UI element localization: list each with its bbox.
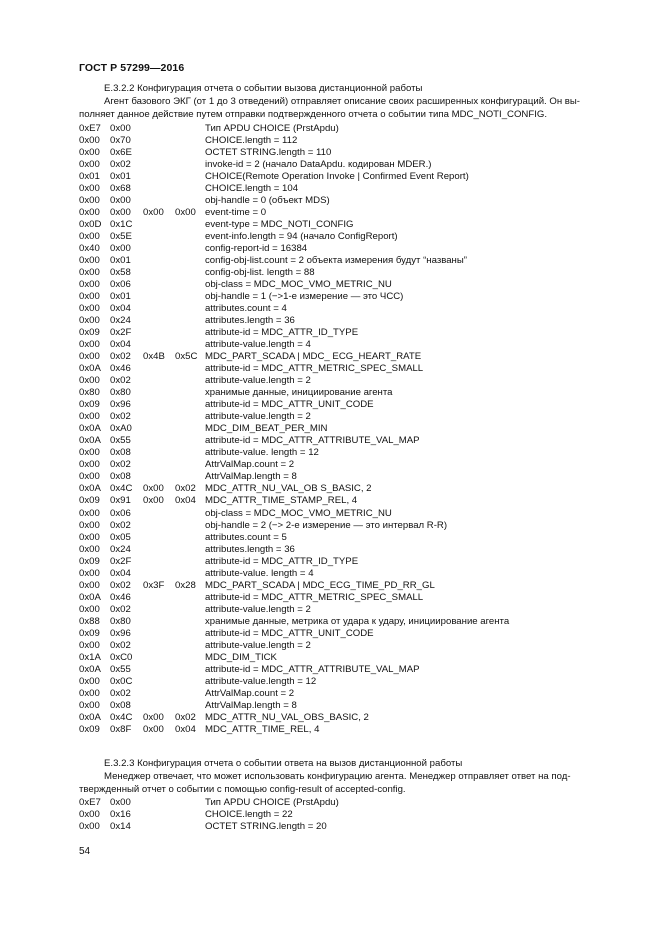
listing-row — [79, 231, 599, 243]
section-paragraph-e3-2-3 — [79, 771, 589, 796]
byte-2: 0x05 — [110, 531, 131, 543]
byte-1: 0x00 — [79, 303, 100, 315]
byte-2: 0x01 — [110, 171, 131, 183]
listing-row — [79, 712, 599, 724]
byte-1: 0x00 — [79, 531, 100, 543]
listing-row — [79, 279, 599, 291]
byte-4: 0x02 — [175, 483, 196, 495]
field-description: attribute-id = MDC_ATTR_UNIT_CODE — [205, 399, 374, 411]
listing-row — [79, 207, 599, 219]
byte-1: 0x00 — [79, 543, 100, 555]
listing-row — [79, 387, 599, 399]
field-description: MDC_PART_SCADA | MDC_ECG_TIME_PD_RR_GL — [205, 579, 435, 591]
byte-3: 0x3F — [143, 579, 165, 591]
field-description: MDC_ATTR_NU_VAL_OB S_BASIC, 2 — [205, 483, 372, 495]
byte-4: 0x02 — [175, 711, 196, 723]
byte-1: 0x00 — [79, 639, 100, 651]
listing-row — [79, 399, 599, 411]
field-description: attribute-value.length = 12 — [205, 675, 317, 687]
byte-3: 0x00 — [143, 723, 164, 735]
byte-1: 0x0A — [79, 663, 101, 675]
byte-2: 0x08 — [110, 699, 131, 711]
byte-4: 0x28 — [175, 579, 196, 591]
listing-row — [79, 532, 599, 544]
field-description: CHOICE.length = 104 — [205, 183, 299, 195]
section-paragraph-e3-2-2 — [79, 96, 589, 121]
field-description: CHOICE.length = 22 — [205, 809, 293, 821]
byte-2: 0x00 — [110, 797, 131, 808]
byte-1: 0xE7 — [79, 797, 101, 808]
byte-3: 0x00 — [143, 207, 164, 219]
byte-2: 0x02 — [110, 411, 131, 423]
byte-2: 0x4C — [110, 711, 133, 723]
listing-row — [79, 243, 599, 255]
field-description: attribute-id = MDC_ATTR_METRIC_SPEC_SMALL — [205, 363, 424, 375]
listing-row — [79, 195, 599, 207]
byte-1: 0x0D — [79, 219, 102, 231]
listing-row — [79, 676, 599, 688]
paragraph-line: твержденный отчет о событии с помощью config-result of accepted-config. — [79, 783, 406, 795]
field-description: invoke-id = 2 (начало DataApdu. кодирован MDER.) — [205, 159, 432, 171]
paragraph-line: полняет данное действие путем отправки подтвержденного отчета о событии типа MDC_NOTI_CONFIG. — [79, 108, 548, 120]
byte-2: 0x2F — [110, 327, 132, 339]
listing-row — [79, 171, 599, 183]
field-description: obj-class = MDC_MOC_VMO_METRIC_NU — [205, 507, 392, 519]
byte-2: 0x02 — [110, 159, 131, 171]
byte-1: 0x00 — [79, 471, 100, 483]
byte-2: 0x02 — [110, 579, 131, 591]
byte-3: 0x00 — [143, 495, 164, 507]
listing-row — [79, 375, 599, 387]
section-title-e3-2-2: Е.3.2.2 Конфигурация отчета о событии вызова дистанционной работы — [104, 83, 423, 94]
field-description: MDC_PART_SCADA | MDC_ ECG_HEART_RATE — [205, 351, 422, 363]
byte-1: 0x09 — [79, 327, 100, 339]
byte-1: 0x00 — [79, 159, 100, 171]
listing-row — [79, 483, 599, 495]
byte-1: 0x00 — [79, 687, 100, 699]
byte-2: 0x06 — [110, 279, 131, 291]
byte-1: 0x00 — [79, 447, 100, 459]
listing-row — [79, 821, 599, 833]
byte-3: 0x4B — [143, 351, 165, 363]
field-description: config-obj-list. length = 88 — [205, 267, 315, 279]
field-description: attribute-value.length = 2 — [205, 411, 311, 423]
byte-1: 0x00 — [79, 147, 100, 159]
listing-row — [79, 363, 599, 375]
field-description: AttrValMap.length = 8 — [205, 699, 297, 711]
field-description: attribute-value.length = 2 — [205, 375, 311, 387]
byte-1: 0x0A — [79, 423, 101, 435]
listing-row — [79, 616, 599, 628]
byte-2: 0x02 — [110, 639, 131, 651]
byte-1: 0x00 — [79, 315, 100, 327]
byte-1: 0x00 — [79, 267, 100, 279]
field-description: MDC_ATTR_NU_VAL_OBS_BASIC, 2 — [205, 711, 369, 723]
field-description: attribute-id = MDC_ATTR_ATTRIBUTE_VAL_MAP — [205, 663, 420, 675]
byte-1: 0x00 — [79, 579, 100, 591]
listing-row — [79, 797, 599, 809]
byte-1: 0x00 — [79, 675, 100, 687]
field-description: AttrValMap.length = 8 — [205, 471, 297, 483]
byte-2: 0x04 — [110, 303, 131, 315]
byte-2: 0x6E — [110, 147, 132, 159]
field-description: obj-class = MDC_MOC_VMO_METRIC_NU — [205, 279, 392, 291]
document-header: ГОСТ Р 57299—2016 — [79, 62, 185, 74]
byte-2: 0x46 — [110, 363, 131, 375]
field-description: obj-handle = 1 (−>1-е измерение — это ЧСС) — [205, 291, 404, 303]
byte-1: 0x01 — [79, 171, 100, 183]
byte-1: 0x00 — [79, 351, 100, 363]
byte-2: 0x5E — [110, 231, 132, 243]
byte-2: 0x01 — [110, 255, 131, 267]
field-description: attribute-value. length = 12 — [205, 447, 319, 459]
byte-1: 0x00 — [79, 135, 100, 147]
byte-1: 0x09 — [79, 555, 100, 567]
byte-2: 0x06 — [110, 507, 131, 519]
listing-row — [79, 495, 599, 507]
listing-row — [79, 809, 599, 821]
field-description: OCTET STRING.length = 110 — [205, 147, 332, 159]
listing-row — [79, 580, 599, 592]
byte-1: 0x00 — [79, 291, 100, 303]
listing-row — [79, 135, 599, 147]
byte-1: 0x00 — [79, 519, 100, 531]
listing-row — [79, 664, 599, 676]
field-description: attribute-id = MDC_ATTR_ID_TYPE — [205, 327, 359, 339]
byte-2: 0x68 — [110, 183, 131, 195]
field-description: config-obj-list.count = 2 объекта измерения будут “названы” — [205, 255, 467, 267]
byte-2: 0x02 — [110, 351, 131, 363]
paragraph-line: Агент базового ЭКГ (от 1 до 3 отведений) отправляет описание своих расширенных конфигураций. Он вы- — [104, 96, 580, 107]
byte-1: 0x00 — [79, 411, 100, 423]
byte-2: 0x70 — [110, 135, 131, 147]
byte-3: 0x00 — [143, 483, 164, 495]
byte-1: 0x09 — [79, 399, 100, 411]
byte-2: 0x00 — [110, 195, 131, 207]
field-description: хранимые данные, метрика от удара к удару, инициирование агента — [205, 615, 510, 627]
listing-row — [79, 351, 599, 363]
byte-2: 0x4C — [110, 483, 133, 495]
listing-row — [79, 423, 599, 435]
field-description: MDC_DIM_TICK — [205, 651, 277, 663]
byte-2: 0x01 — [110, 291, 131, 303]
byte-1: 0x00 — [79, 183, 100, 195]
listing-row — [79, 688, 599, 700]
byte-1: 0x00 — [79, 255, 100, 267]
byte-1: 0x00 — [79, 339, 100, 351]
listing-row — [79, 628, 599, 640]
byte-1: 0x00 — [79, 231, 100, 243]
listing-row — [79, 471, 599, 483]
field-description: OCTET STRING.length = 20 — [205, 821, 327, 833]
byte-4: 0x04 — [175, 723, 196, 735]
apdu-byte-listing-e3-2-2 — [79, 123, 599, 736]
page-number: 54 — [79, 846, 91, 857]
listing-row — [79, 291, 599, 303]
byte-2: 0x58 — [110, 267, 131, 279]
listing-row — [79, 724, 599, 736]
listing-row — [79, 147, 599, 159]
byte-2: 0x0C — [110, 675, 133, 687]
field-description: CHOICE(Remote Operation Invoke | Confirmed Event Report) — [205, 171, 469, 183]
byte-1: 0x0A — [79, 711, 101, 723]
byte-1: 0x09 — [79, 723, 100, 735]
field-description: attribute-value.length = 2 — [205, 603, 311, 615]
byte-2: 0x55 — [110, 435, 131, 447]
byte-1: 0x00 — [79, 603, 100, 615]
byte-2: 0x00 — [110, 243, 131, 255]
listing-row — [79, 315, 599, 327]
byte-1: 0x0A — [79, 483, 101, 495]
field-description: attribute-value.length = 4 — [205, 339, 311, 351]
byte-2: 0x00 — [110, 123, 131, 134]
listing-row — [79, 508, 599, 520]
byte-2: 0x55 — [110, 663, 131, 675]
field-description: CHOICE.length = 112 — [205, 135, 298, 147]
byte-2: 0x02 — [110, 603, 131, 615]
byte-1: 0x0A — [79, 363, 101, 375]
byte-2: 0x08 — [110, 447, 131, 459]
byte-2: 0x04 — [110, 567, 131, 579]
listing-row — [79, 556, 599, 568]
byte-2: 0x91 — [110, 495, 131, 507]
listing-row — [79, 568, 599, 580]
byte-2: 0x02 — [110, 687, 131, 699]
byte-1: 0x09 — [79, 627, 100, 639]
listing-row — [79, 183, 599, 195]
byte-2: 0xC0 — [110, 651, 133, 663]
byte-2: 0x96 — [110, 399, 131, 411]
field-description: attribute-value. length = 4 — [205, 567, 314, 579]
byte-2: 0x80 — [110, 387, 131, 399]
byte-2: 0x24 — [110, 543, 131, 555]
listing-row — [79, 303, 599, 315]
apdu-byte-listing-e3-2-3 — [79, 797, 599, 833]
byte-2: 0x1C — [110, 219, 133, 231]
field-description: obj-handle = 0 (объект MDS) — [205, 195, 330, 207]
byte-2: 0x24 — [110, 315, 131, 327]
byte-1: 0x88 — [79, 615, 100, 627]
byte-1: 0x09 — [79, 495, 100, 507]
paragraph-line: Менеджер отвечает, что может использовать конфигурацию агента. Менеджер отправляет ответ на под- — [104, 771, 571, 782]
byte-2: 0x02 — [110, 519, 131, 531]
byte-2: 0x2F — [110, 555, 132, 567]
byte-2: 0x00 — [110, 207, 131, 219]
listing-row — [79, 267, 599, 279]
field-description: attributes.length = 36 — [205, 543, 295, 555]
listing-row — [79, 592, 599, 604]
byte-1: 0xE7 — [79, 123, 101, 134]
field-description: attribute-value.length = 2 — [205, 639, 311, 651]
listing-row — [79, 604, 599, 616]
byte-1: 0x80 — [79, 387, 100, 399]
byte-1: 0x00 — [79, 821, 100, 833]
byte-1: 0x00 — [79, 375, 100, 387]
byte-2: 0x16 — [110, 809, 131, 821]
listing-row — [79, 219, 599, 231]
byte-2: 0x08 — [110, 471, 131, 483]
listing-row — [79, 159, 599, 171]
byte-1: 0x00 — [79, 195, 100, 207]
field-description: Тип APDU CHOICE (PrstApdu) — [205, 123, 339, 134]
listing-row — [79, 411, 599, 423]
byte-2: 0x04 — [110, 339, 131, 351]
field-description: MDC_ATTR_TIME_STAMP_REL, 4 — [205, 495, 358, 507]
byte-2: 0x02 — [110, 375, 131, 387]
field-description: attribute-id = MDC_ATTR_ATTRIBUTE_VAL_MAP — [205, 435, 420, 447]
field-description: attributes.length = 36 — [205, 315, 295, 327]
byte-2: 0x80 — [110, 615, 131, 627]
byte-4: 0x5C — [175, 351, 198, 363]
listing-row — [79, 447, 599, 459]
byte-1: 0x00 — [79, 507, 100, 519]
field-description: хранимые данные, инициирование агента — [205, 387, 393, 399]
byte-3: 0x00 — [143, 711, 164, 723]
field-description: event-info.length = 94 (начало ConfigReport) — [205, 231, 398, 243]
listing-row — [79, 700, 599, 712]
byte-2: 0x02 — [110, 459, 131, 471]
field-description: MDC_ATTR_TIME_REL, 4 — [205, 723, 320, 735]
field-description: event-type = MDC_NOTI_CONFIG — [205, 219, 354, 231]
byte-1: 0x00 — [79, 279, 100, 291]
listing-row — [79, 339, 599, 351]
section-title-e3-2-3: Е.3.2.3 Конфигурация отчета о событии ответа на вызов дистанционной работы — [104, 758, 463, 769]
field-description: attribute-id = MDC_ATTR_UNIT_CODE — [205, 627, 374, 639]
byte-4: 0x04 — [175, 495, 196, 507]
field-description: AttrValMap.count = 2 — [205, 459, 295, 471]
byte-2: 0x14 — [110, 821, 131, 833]
field-description: attribute-id = MDC_ATTR_METRIC_SPEC_SMALL — [205, 591, 424, 603]
field-description: MDC_DIM_BEAT_PER_MIN — [205, 423, 328, 435]
listing-row — [79, 652, 599, 664]
listing-row — [79, 435, 599, 447]
listing-row — [79, 123, 599, 135]
listing-row — [79, 544, 599, 556]
byte-1: 0x0A — [79, 435, 101, 447]
listing-row — [79, 520, 599, 532]
field-description: obj-handle = 2 (−> 2-е измерение — это интервал R-R) — [205, 519, 448, 531]
byte-2: 0x96 — [110, 627, 131, 639]
byte-2: 0xA0 — [110, 423, 132, 435]
byte-4: 0x00 — [175, 207, 196, 219]
byte-1: 0x00 — [79, 459, 100, 471]
field-description: event-time = 0 — [205, 207, 267, 219]
byte-1: 0x0A — [79, 591, 101, 603]
byte-1: 0x00 — [79, 207, 100, 219]
field-description: attribute-id = MDC_ATTR_ID_TYPE — [205, 555, 359, 567]
field-description: config-report-id = 16384 — [205, 243, 308, 255]
byte-1: 0x40 — [79, 243, 100, 255]
field-description: attributes.count = 4 — [205, 303, 287, 315]
listing-row — [79, 327, 599, 339]
byte-1: 0x00 — [79, 699, 100, 711]
listing-row — [79, 640, 599, 652]
field-description: Тип APDU CHOICE (PrstApdu) — [205, 797, 339, 808]
field-description: AttrValMap.count = 2 — [205, 687, 295, 699]
listing-row — [79, 255, 599, 267]
byte-2: 0x46 — [110, 591, 131, 603]
byte-1: 0x00 — [79, 567, 100, 579]
field-description: attributes.count = 5 — [205, 531, 287, 543]
listing-row — [79, 459, 599, 471]
byte-2: 0x8F — [110, 723, 132, 735]
byte-1: 0x00 — [79, 809, 100, 821]
byte-1: 0x1A — [79, 651, 101, 663]
